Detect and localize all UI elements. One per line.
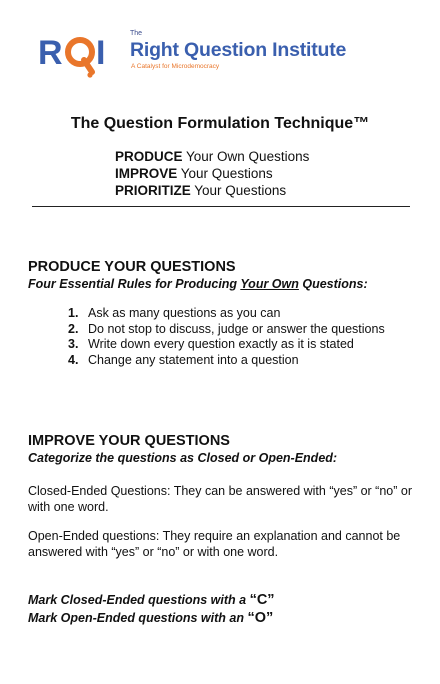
open-ended-definition: Open-Ended questions: They require an explanation and cannot be answered with “yes” or “no” or with one word. [28,529,401,559]
qft-steps [115,148,309,199]
produce-rules-list [68,306,408,368]
list-item: 1. Ask as many questions as you can [68,306,281,320]
closed-ended-definition: Closed-Ended Questions: They can be answered with “yes” or “no” or with one word. [28,484,412,514]
list-item: 2. Do not stop to discuss, judge or answer the questions [68,321,385,336]
mark-open-instruction: Mark Open-Ended questions with an “O” [28,610,274,626]
rqi-logo-icon [38,28,122,78]
improve-subheading: Categorize the questions as Closed or Open-Ended: [28,451,338,465]
org-name: Right Question Institute [130,39,347,61]
org-prefix: The [130,30,143,37]
produce-heading: PRODUCE YOUR QUESTIONS [28,259,236,275]
svg-text:R: R [38,34,63,72]
list-item: 3. Write down every question exactly as it is stated [68,337,354,351]
mark-closed-instruction: Mark Closed-Ended questions with a “C” [28,592,275,608]
step-produce: PRODUCE Your Own Questions [115,149,310,164]
org-tagline: A Catalyst for Microdemocracy [131,63,220,70]
step-prioritize: PRIORITIZE Your Questions [115,183,287,198]
produce-subheading: Four Essential Rules for Producing Your Own Questions: [28,277,368,291]
list-item: 4. Change any statement into a question [68,352,299,367]
document-title: The Question Formulation Technique™ [70,115,370,132]
header-logo-block [38,28,418,80]
improve-heading: IMPROVE YOUR QUESTIONS [28,433,230,449]
svg-text:I: I [96,34,106,72]
step-improve: IMPROVE Your Questions [115,166,273,181]
divider-line [32,206,410,207]
